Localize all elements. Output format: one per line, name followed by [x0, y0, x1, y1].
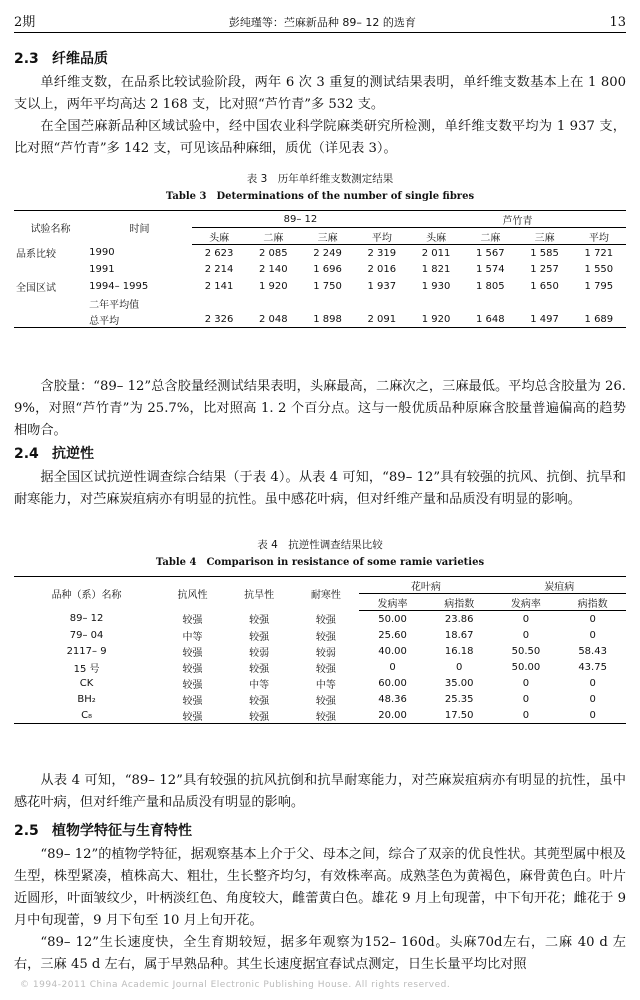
table-cell: 1 750 — [313, 280, 342, 292]
col-header: 耐寒性 — [310, 590, 341, 602]
table-row — [14, 277, 626, 295]
row-label — [14, 261, 87, 277]
table-caption-cn: 表 4 抗逆性调查结果比较 — [257, 539, 383, 551]
table-caption-en: Table 4 Comparison in resistance of some ramie varieties — [155, 557, 485, 568]
table-cell — [463, 295, 517, 311]
table-cell: 1 920 — [259, 280, 288, 292]
paragraph: 在全国苎麻新品种区域试验中，经中国农业科学院麻类研究所检测，单纤维支数平均为 1 937 支，比对照“芦竹青”多 142 支，可见该品种麻细，质优（详见表 3）。 — [14, 119, 626, 156]
col-header: 平均 — [355, 228, 409, 245]
table-cell: 2 048 — [259, 313, 288, 325]
col-header: 发病率 — [493, 594, 560, 611]
table-cell: 较弱 — [315, 647, 336, 659]
col-header: 试验名称 — [30, 224, 71, 236]
table-cell: 较强 — [182, 711, 203, 723]
group-header: 芦竹青 — [409, 211, 626, 228]
row-label: 品系比较 — [16, 249, 56, 261]
table-cell: 2 141 — [204, 280, 234, 292]
table-cell: 较强 — [249, 711, 270, 723]
table-cell: 2 011 — [421, 247, 451, 259]
table-cell: 15 号 — [73, 663, 100, 675]
table-cell: 较强 — [249, 663, 270, 675]
page-number: 13 — [609, 15, 626, 30]
paragraph: “89– 12”生长速度快，全生育期较短，据多年观察为152– 160d。头麻70d左右，二麻 40 d 左右，三麻 45 d 左右，属于早熟品种。其生长速度据宜春试点测定，日生长量平均比对照 — [14, 935, 626, 972]
group-header: 89– 12 — [192, 211, 409, 228]
table-cell: 1 805 — [476, 280, 505, 292]
table-cell — [409, 295, 463, 311]
col-header: 病指数 — [426, 594, 493, 611]
table-cell: 2 214 — [204, 263, 234, 275]
table-cell: 50.00 — [511, 661, 541, 673]
running-header — [14, 6, 626, 33]
table-cell: 较强 — [249, 631, 270, 643]
table-cell: 20.00 — [378, 709, 407, 721]
table-cell: 2 140 — [259, 263, 288, 275]
table-cell: 25.60 — [378, 629, 407, 641]
table-cell: 0 — [589, 613, 596, 625]
table-4-discussion — [14, 770, 626, 814]
table-cell: 16.18 — [444, 645, 474, 657]
col-header: 发病率 — [359, 594, 426, 611]
section-heading: 2.3 纤维品质 — [14, 51, 108, 67]
table-cell: 较强 — [315, 615, 336, 627]
table-cell: 中等 — [315, 679, 336, 691]
table-cell: 2117– 9 — [66, 645, 107, 657]
table-cell: 1 937 — [367, 280, 397, 292]
section-2-4 — [14, 443, 626, 511]
table-cell — [517, 295, 571, 311]
table-cell: 79– 04 — [69, 629, 104, 641]
table-cell: 0 — [589, 709, 596, 721]
row-label — [14, 295, 87, 311]
table-cell: 2 319 — [367, 247, 397, 259]
table-cell: 1 898 — [313, 313, 342, 325]
table-cell: 35.00 — [444, 677, 474, 689]
table-cell: 0 — [589, 693, 596, 705]
table-cell: 40.00 — [378, 645, 407, 657]
table-cell: 较强 — [182, 663, 203, 675]
table-cell: 2 091 — [367, 313, 397, 325]
table-cell — [246, 295, 300, 311]
table-cell: 较强 — [182, 615, 203, 627]
table-row — [14, 311, 626, 328]
col-header: 头麻 — [192, 228, 246, 245]
table-row — [14, 627, 626, 643]
section-2-3 — [14, 48, 626, 160]
table-cell: 0 — [522, 613, 530, 625]
table-cell: 0 — [522, 677, 530, 689]
running-title: 彭纯瑾等：苎麻新品种 89– 12 的选育 — [228, 16, 416, 29]
table-cell: 2 326 — [204, 313, 234, 325]
table-cell: 48.36 — [378, 693, 407, 705]
table-cell: C₈ — [81, 709, 93, 721]
table-row — [14, 659, 626, 675]
table-row — [14, 675, 626, 691]
section-heading: 2.5 植物学特征与生育特性 — [14, 823, 192, 839]
table-cell: 89– 12 — [69, 613, 104, 625]
row-time: 二年平均值 — [89, 299, 140, 311]
paragraph: 单纤维支数，在品系比较试验阶段，两年 6 次 3 重复的测试结果表明，单纤维支数基本上在 1 800 支以上，两年平均高达 2 168 支，比对照“芦竹青”多 532 支。 — [14, 75, 626, 112]
table-cell: 较强 — [315, 631, 336, 643]
table-cell: 1 689 — [584, 313, 614, 325]
col-header: 二麻 — [246, 228, 300, 245]
col-header: 平均 — [572, 228, 626, 245]
paragraph: 据全国区试抗逆性调查综合结果（于表 4）。从表 4 可知，“89– 12”具有较强的抗风、抗倒、抗旱和耐寒能力，对苎麻炭疽病亦有明显的抗性。虽中感花叶病，但对纤维产量和品质没有明显的影响。 — [14, 470, 626, 507]
row-time: 1990 — [89, 247, 115, 259]
table-cell: 较强 — [182, 695, 203, 707]
table-cell: 1 721 — [584, 247, 614, 259]
table-cell: 18.67 — [444, 629, 474, 641]
col-header: 时间 — [129, 224, 150, 236]
table-cell: 58.43 — [578, 645, 607, 657]
row-label — [14, 311, 87, 328]
row-time: 总平均 — [89, 315, 120, 327]
data-table — [14, 576, 626, 724]
table-4 — [14, 536, 626, 724]
table-row — [14, 707, 626, 724]
table-cell: 中等 — [249, 679, 270, 691]
table-3 — [14, 170, 626, 328]
table-row — [14, 261, 626, 277]
col-header: 三麻 — [517, 228, 571, 245]
table-cell: 较强 — [182, 647, 203, 659]
group-header: 花叶病 — [359, 577, 492, 594]
table-cell — [572, 295, 626, 311]
table-cell: 50.00 — [378, 613, 407, 625]
table-row — [14, 691, 626, 707]
copyright-watermark: © 1994-2011 China Academic Journal Electronic Publishing House. All rights reserved. — [20, 980, 451, 990]
table-cell: 1 795 — [584, 280, 614, 292]
table-cell: 1 550 — [584, 263, 614, 275]
table-cell: 2 249 — [313, 247, 342, 259]
table-cell: 1 257 — [530, 263, 559, 275]
table-row — [14, 611, 626, 628]
table-cell: 17.50 — [444, 709, 474, 721]
table-cell: 2 623 — [204, 247, 234, 259]
table-cell: 0 — [522, 693, 530, 705]
col-header: 品种（系）名称 — [51, 590, 122, 602]
paragraph: 从表 4 可知，“89– 12”具有较强的抗风抗倒和抗旱耐寒能力，对苎麻炭疽病亦有明显的抗性，虽中感花叶病，但对纤维产量和品质没有明显的影响。 — [14, 773, 626, 810]
table-cell: 23.86 — [444, 613, 474, 625]
table-cell: 1 650 — [530, 280, 559, 292]
row-label: 全国区试 — [16, 282, 56, 294]
row-time: 1994– 1995 — [89, 280, 149, 292]
table-cell: 较强 — [315, 695, 336, 707]
paragraph: 含胶量：“89– 12”总含胶量经测试结果表明，头麻最高，二麻次之，三麻最低。平均总含胶量为 26. 9%，对照“芦竹青”为 25.7%，比对照高 1. 2 个百分点。这与一般优质品种原麻含胶量普遍偏高的趋势相吻合。 — [14, 379, 626, 438]
table-cell: 0 — [522, 709, 530, 721]
table-cell: BH₂ — [77, 693, 96, 705]
group-header: 炭疽病 — [493, 577, 626, 594]
col-header: 三麻 — [300, 228, 354, 245]
col-header: 头麻 — [409, 228, 463, 245]
table-cell: 1 696 — [313, 263, 342, 275]
issue-number: 2期 — [14, 15, 36, 30]
table-caption-cn: 表 3 历年单纤维支数测定结果 — [246, 173, 394, 185]
col-header: 二麻 — [463, 228, 517, 245]
table-cell: 较弱 — [249, 647, 270, 659]
col-header: 抗风性 — [177, 590, 208, 602]
col-header: 病指数 — [559, 594, 626, 611]
table-cell — [192, 295, 246, 311]
table-cell: 2 085 — [259, 247, 288, 259]
table-cell: 0 — [456, 661, 463, 673]
table-cell: 较强 — [249, 695, 270, 707]
table-row — [14, 245, 626, 262]
table-cell: 0 — [522, 629, 530, 641]
data-table — [14, 210, 626, 328]
section-heading: 2.4 抗逆性 — [14, 446, 94, 462]
table-cell: 0 — [589, 629, 596, 641]
table-cell: 1 930 — [421, 280, 451, 292]
table-cell: 50.50 — [511, 645, 541, 657]
table-cell: 1 648 — [476, 313, 505, 325]
col-header: 抗旱性 — [244, 590, 275, 602]
table-cell: 0 — [389, 661, 396, 673]
table-cell: 较强 — [315, 663, 336, 675]
table-cell: 1 821 — [421, 263, 451, 275]
row-time: 1991 — [89, 263, 115, 275]
table-row — [14, 643, 626, 659]
table-cell: 中等 — [182, 631, 203, 643]
table-cell — [355, 295, 409, 311]
table-cell: 43.75 — [578, 661, 607, 673]
paragraph: “89– 12”的植物学特征，据观察基本上介于父、母本之间，综合了双亲的优良性状。其蔸型属中根及生型，株型紧凑，植株高大、粗壮，生长整齐均匀，有效株率高。成熟茎色为黄褐色，麻骨黄色白。叶片近圆形，叶面皱纹少，叶柄淡红色、角度较大，雌蕾黄白色。雄花 9 月上旬现蕾，中下旬开花；雌花于 9 月中旬现蕾，9 月下旬至 10 月上旬开花。 — [14, 847, 626, 928]
table-cell: 1 497 — [530, 313, 559, 325]
table-cell: 60.00 — [378, 677, 407, 689]
table-cell: 25.35 — [444, 693, 474, 705]
table-cell: 1 574 — [476, 263, 505, 275]
table-cell: 较强 — [182, 679, 203, 691]
table-cell: 较强 — [315, 711, 336, 723]
table-row — [14, 295, 626, 311]
table-cell: 2 016 — [367, 263, 397, 275]
glue-content-section — [14, 376, 626, 442]
table-cell: 0 — [589, 677, 596, 689]
table-cell: 1 567 — [476, 247, 505, 259]
table-cell: 较强 — [249, 615, 270, 627]
table-cell: CK — [79, 677, 94, 689]
table-cell: 1 585 — [530, 247, 559, 259]
section-2-5 — [14, 820, 626, 976]
table-cell — [300, 295, 354, 311]
table-cell: 1 920 — [421, 313, 451, 325]
table-caption-en: Table 3 Determinations of the number of single fibres — [165, 191, 475, 202]
